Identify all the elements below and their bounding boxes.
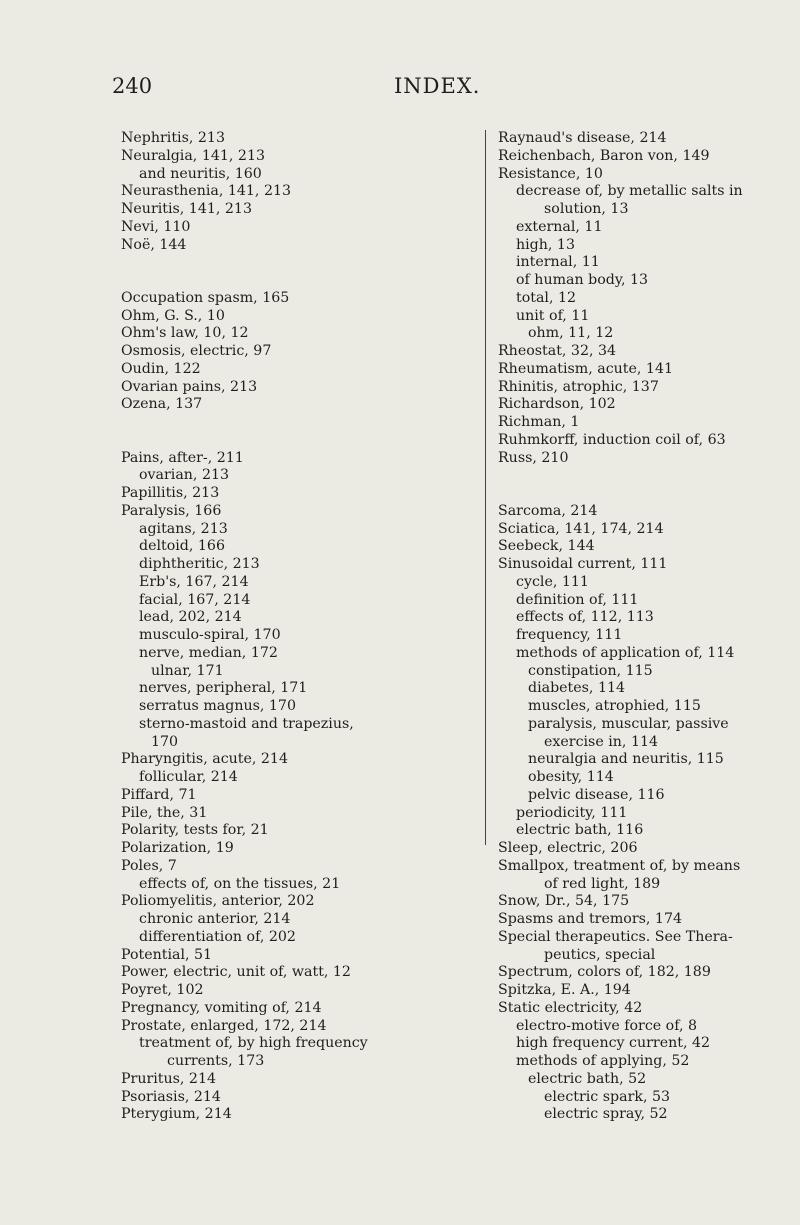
index-subentry: 170 [151, 733, 179, 750]
section-gap [121, 414, 461, 450]
index-entry: Richman, 1 [498, 414, 580, 430]
index-subentry: electric spray, 52 [544, 1106, 668, 1123]
index-subentry: electric bath, 52 [528, 1070, 647, 1087]
index-subentry: deltoid, 166 [139, 538, 225, 555]
section-gap [121, 254, 461, 290]
index-entry: Pains, after-, 211 [121, 449, 244, 466]
index-entry: Sleep, electric, 206 [498, 840, 638, 856]
index-subentry: ovarian, 213 [139, 467, 230, 484]
index-entry: Spitzka, E. A., 194 [498, 982, 631, 998]
index-entry: Sarcoma, 214 [498, 502, 598, 519]
index-entry: Papillitis, 213 [121, 485, 220, 501]
index-subentry: periodicity, 111 [516, 804, 628, 821]
index-entry: Oudin, 122 [121, 360, 201, 377]
index-entry: Noë, 144 [121, 236, 187, 253]
index-subentry: methods of applying, 52 [516, 1053, 690, 1069]
page-header [112, 74, 712, 104]
index-entry: Rhinitis, atrophic, 137 [498, 378, 659, 395]
index-entry: Piffard, 71 [121, 786, 197, 803]
index-entry: Power, electric, unit of, watt, 12 [121, 964, 351, 981]
index-subentry: pelvic disease, 116 [528, 786, 665, 803]
index-subentry: high, 13 [516, 236, 575, 253]
index-subentry: chronic anterior, 214 [139, 911, 291, 927]
index-subentry: definition of, 111 [516, 591, 639, 608]
index-entry: Neuralgia, 141, 213 [121, 147, 266, 164]
index-entry: Pruritus, 214 [121, 1070, 217, 1087]
index-entry: Psoriasis, 214 [121, 1088, 221, 1105]
index-subentry: ohm, 11, 12 [528, 325, 614, 342]
index-subentry: facial, 167, 214 [139, 591, 251, 608]
index-subentry: effects of, on the tissues, 21 [139, 875, 341, 892]
index-subentry: diabetes, 114 [528, 680, 626, 697]
index-subentry: nerves, peripheral, 171 [139, 680, 308, 697]
index-subentry: peutics, special [544, 946, 656, 963]
index-subentry: constipation, 115 [528, 662, 653, 679]
index-subentry: of human body, 13 [516, 272, 649, 288]
index-entry: Nephritis, 213 [121, 130, 225, 146]
index-entry: Ohm's law, 10, 12 [121, 325, 249, 342]
section-gap [498, 467, 800, 503]
index-subentry: currents, 173 [167, 1053, 265, 1069]
index-entry: Paralysis, 166 [121, 502, 222, 519]
index-entry: Spectrum, colors of, 182, 189 [498, 964, 711, 981]
index-subentry: decrease of, by metallic salts in [516, 183, 743, 200]
index-subentry: muscles, atrophied, 115 [528, 698, 701, 714]
index-subentry: high frequency current, 42 [516, 1035, 711, 1052]
index-column-right [485, 130, 800, 1123]
index-entry: Pregnancy, vomiting of, 214 [121, 999, 322, 1016]
page-number: 240 [112, 74, 153, 98]
index-entry: Osmosis, electric, 97 [121, 343, 272, 359]
index-entry: Neurasthenia, 141, 213 [121, 183, 292, 200]
index-subentry: follicular, 214 [139, 769, 238, 785]
index-subentry: internal, 11 [516, 254, 600, 271]
index-subentry: frequency, 111 [516, 627, 623, 643]
index-subentry: and neuritis, 160 [139, 165, 262, 182]
index-entry: Pterygium, 214 [121, 1106, 232, 1123]
index-entry: Russ, 210 [498, 449, 569, 466]
index-entry: Occupation spasm, 165 [121, 289, 290, 306]
index-subentry: lead, 202, 214 [139, 609, 242, 626]
index-entry: Spasms and tremors, 174 [498, 911, 683, 927]
index-subentry: obesity, 114 [528, 769, 614, 785]
index-subentry: ulnar, 171 [151, 662, 224, 679]
index-subentry: diphtheritic, 213 [139, 556, 260, 572]
index-entry: Neuritis, 141, 213 [121, 201, 252, 217]
index-entry: Poles, 7 [121, 857, 177, 874]
index-subentry: methods of application of, 114 [516, 644, 735, 661]
index-entry: Sinusoidal current, 111 [498, 556, 668, 572]
index-entry: Poliomyelitis, anterior, 202 [121, 893, 315, 910]
index-entry: Ohm, G. S., 10 [121, 307, 225, 324]
index-subentry: total, 12 [516, 289, 577, 306]
index-entry: Pharyngitis, acute, 214 [121, 751, 288, 768]
index-subentry: paralysis, muscular, passive [528, 715, 729, 732]
index-entry: Prostate, enlarged, 172, 214 [121, 1017, 327, 1034]
index-subentry: cycle, 111 [516, 573, 589, 590]
index-subentry: external, 11 [516, 218, 603, 235]
index-entry: Rheostat, 32, 34 [498, 343, 617, 359]
index-entry: Pile, the, 31 [121, 804, 208, 821]
running-title: INDEX. [394, 74, 481, 98]
index-subentry: unit of, 11 [516, 307, 590, 324]
index-subentry: musculo-spiral, 170 [139, 627, 281, 643]
index-entry: Special therapeutics. See Thera- [498, 928, 733, 945]
index-entry: Raynaud's disease, 214 [498, 130, 667, 146]
index-entry: Poyret, 102 [121, 982, 204, 998]
index-subentry: serratus magnus, 170 [139, 698, 296, 714]
index-entry: Richardson, 102 [498, 396, 616, 413]
index-subentry: electric bath, 116 [516, 822, 644, 839]
index-entry: Potential, 51 [121, 946, 213, 963]
index-entry: Ozena, 137 [121, 396, 203, 413]
index-subentry: exercise in, 114 [544, 733, 659, 750]
index-entry: Resistance, 10 [498, 165, 603, 182]
index-subentry: nerve, median, 172 [139, 644, 278, 661]
index-entry: Polarity, tests for, 21 [121, 822, 269, 839]
index-subentry: solution, 13 [544, 201, 629, 217]
index-subentry: differentiation of, 202 [139, 928, 296, 945]
index-entry: Smallpox, treatment of, by means [498, 857, 741, 874]
index-entry: Polarization, 19 [121, 840, 234, 856]
index-subentry: electro-motive force of, 8 [516, 1017, 698, 1034]
index-subentry: electric spark, 53 [544, 1088, 671, 1105]
index-subentry: of red light, 189 [544, 875, 661, 892]
index-subentry: neuralgia and neuritis, 115 [528, 751, 724, 768]
index-subentry: agitans, 213 [139, 520, 228, 537]
index-entry: Ovarian pains, 213 [121, 378, 258, 395]
index-column-left [121, 130, 461, 1124]
index-entry: Ruhmkorff, induction coil of, 63 [498, 431, 726, 448]
index-subentry: treatment of, by high frequency [139, 1035, 368, 1052]
index-entry: Rheumatism, acute, 141 [498, 360, 673, 377]
index-subentry: Erb's, 167, 214 [139, 573, 249, 590]
index-subentry: effects of, 112, 113 [516, 609, 654, 626]
index-entry: Reichenbach, Baron von, 149 [498, 147, 710, 164]
index-entry: Sciatica, 141, 174, 214 [498, 520, 664, 537]
index-entry: Snow, Dr., 54, 175 [498, 893, 630, 910]
index-subentry: sterno-mastoid and trapezius, [139, 715, 354, 732]
index-entry: Nevi, 110 [121, 218, 191, 235]
index-entry: Static electricity, 42 [498, 999, 643, 1016]
index-entry: Seebeck, 144 [498, 538, 595, 555]
